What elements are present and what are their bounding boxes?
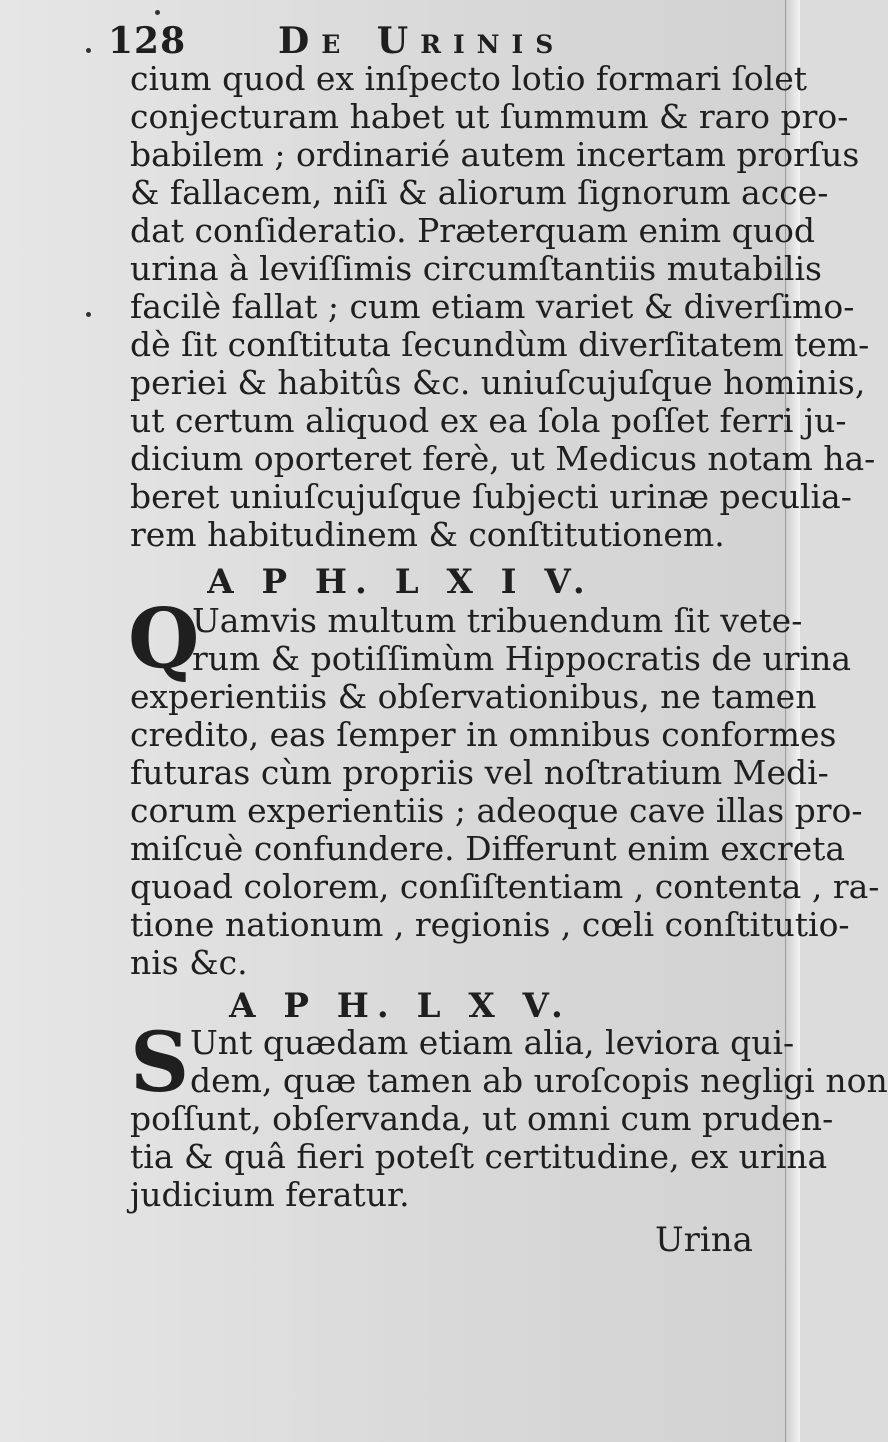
text-line: & fallacem, niſi & aliorum ſignorum acce-: [130, 173, 829, 212]
ink-speck: [86, 48, 91, 53]
text-line: conjecturam habet ut ſummum & raro pro-: [130, 97, 849, 136]
text-line: credito, eas ſemper in omnibus conformes: [130, 715, 837, 754]
text-line: tia & quâ fieri poteſt certitudine, ex urina: [130, 1137, 828, 1176]
text-line: rem habitudinem & conſtitutionem.: [130, 515, 725, 554]
text-line: poſſunt, obſervanda, ut omni cum pruden-: [130, 1099, 834, 1138]
text-line: judicium feratur.: [130, 1175, 410, 1214]
text-line: dem, quæ tamen ab uroſcopis negligi non: [190, 1061, 888, 1100]
page-number: 128: [108, 20, 187, 62]
text-line: periei & habitûs &c. uniuſcujuſque hominis,: [130, 363, 866, 402]
text-line: dè ſit conſtituta ſecundùm diverſitatem tem-: [130, 325, 870, 364]
text-line: tione nationum , regionis , cœli conſtitutio-: [130, 905, 850, 944]
text-line: corum experientiis ; adeoque cave illas pro-: [130, 791, 863, 830]
running-title: De Urinis: [278, 20, 566, 62]
text-line: Uamvis multum tribuendum ſit vete-: [192, 601, 803, 640]
catchword: Urina: [655, 1220, 753, 1260]
text-line: nis &c.: [130, 943, 248, 982]
text-line: futuras cùm propriis vel noſtratium Medi-: [130, 753, 829, 792]
text-line: cium quod ex inſpecto lotio formari ſolet: [130, 59, 807, 98]
text-line: experientiis & obſervationibus, ne tamen: [130, 677, 817, 716]
text-line: ut certum aliquod ex ea ſola poſſet ferri ju-: [130, 401, 847, 440]
text-line: rum & potiſſimùm Hippocratis de urina: [192, 639, 852, 678]
text-line: facilè fallat ; cum etiam variet & diverſimo-: [130, 287, 855, 326]
ink-speck: [155, 10, 160, 15]
aphorism-heading: A P H. L X V.: [229, 986, 571, 1026]
text-line: beret uniuſcujuſque ſubjecti urinæ peculia-: [130, 477, 852, 516]
text-line: urina à leviſſimis circumſtantiis mutabilis: [130, 249, 822, 288]
text-line: Unt quædam etiam alia, leviora qui-: [190, 1023, 795, 1062]
text-line: dat conſideratio. Præterquam enim quod: [130, 211, 815, 250]
drop-cap-initial: Q: [128, 591, 200, 687]
aphorism-heading: A P H. L X I V.: [207, 562, 593, 602]
text-line: miſcuè confundere. Differunt enim excreta: [130, 829, 846, 868]
text-line: quoad colorem, conſiſtentiam , contenta , ra-: [130, 867, 880, 906]
text-line: dicium oporteret ferè, ut Medicus notam ha-: [130, 439, 876, 478]
text-line: babilem ; ordinarié autem incertam prorſus: [130, 135, 860, 174]
drop-cap-initial: S: [130, 1015, 190, 1111]
ink-speck: [86, 312, 91, 317]
